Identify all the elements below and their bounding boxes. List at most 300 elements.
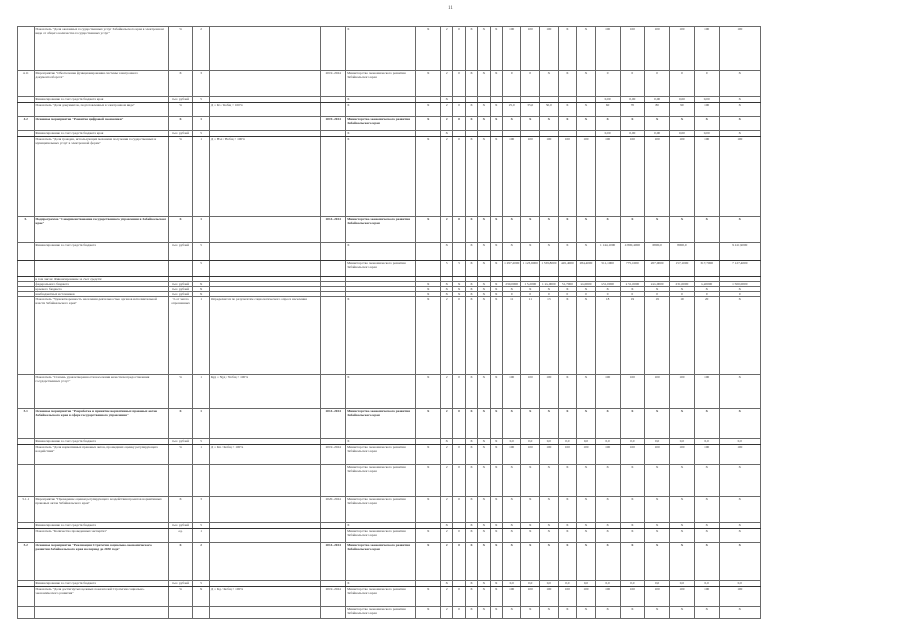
table-cell: X xyxy=(595,117,620,131)
table-cell: x,x0000 xyxy=(694,282,719,287)
table-row xyxy=(18,465,761,497)
table-cell: 8000,0 xyxy=(670,243,695,261)
table-cell: 1 xyxy=(193,409,210,439)
table-cell: X xyxy=(540,217,559,243)
table-cell: X xyxy=(465,137,477,217)
table-cell: X xyxy=(490,445,502,465)
table-cell: X xyxy=(595,543,620,581)
table-cell: X xyxy=(416,71,441,97)
table-cell: X xyxy=(465,243,477,261)
table-cell: 100 xyxy=(620,587,645,607)
table-cell: 4.2 xyxy=(18,117,35,131)
table-cell: X xyxy=(465,497,477,523)
table-cell xyxy=(209,243,320,261)
table-cell: X xyxy=(502,529,521,543)
table-cell: X xyxy=(577,243,596,261)
table-cell: X xyxy=(453,287,465,292)
table-cell: 100 xyxy=(620,137,645,217)
table-cell: X xyxy=(595,607,620,619)
table-cell: X xyxy=(453,282,465,287)
table-cell: X xyxy=(465,292,477,297)
table-cell: 0 xyxy=(502,292,521,297)
table-cell: X xyxy=(540,497,559,523)
table-cell: X xyxy=(577,409,596,439)
table-cell: 100 xyxy=(645,137,670,217)
table-cell: X xyxy=(694,543,719,581)
table-cell: 157,1000 xyxy=(670,261,695,277)
table-cell: Показатель "Доля оказанных государственных услуг Забайкальского края в электронном виде от общего количества государственных услуг" xyxy=(34,27,168,71)
table-cell: X xyxy=(478,292,490,297)
table-cell: Финансирование за счет средств бюджета края xyxy=(34,131,168,137)
table-cell: 0 xyxy=(670,71,695,97)
table-cell: 5 xyxy=(193,581,210,587)
table-cell: 100 xyxy=(521,27,540,71)
table-cell: 100 xyxy=(577,587,596,607)
table-cell: 11 xyxy=(521,297,540,375)
table-cell: X xyxy=(540,523,559,529)
table-cell xyxy=(416,243,441,261)
table-cell: X xyxy=(502,117,521,131)
table-cell xyxy=(193,103,210,117)
table-cell: X xyxy=(490,581,502,587)
table-cell: Министерство экономического развития Забайкальского края xyxy=(346,117,416,131)
table-cell: 0 xyxy=(521,71,540,97)
table-cell: X xyxy=(346,137,416,217)
table-cell: 1 144,1000 xyxy=(595,243,620,261)
table-cell: 230,0000 xyxy=(502,282,521,287)
table-cell: X xyxy=(478,523,490,529)
table-cell: Министерство экономического развития Забайкальского края xyxy=(346,587,416,607)
table-cell xyxy=(209,217,320,243)
table-cell: Показатель "Удовлетворенность населения деятельностью органов исполнительной власти Забайкальского края" xyxy=(34,297,168,375)
table-cell xyxy=(321,297,346,375)
table-row xyxy=(18,529,761,543)
table-cell: % xyxy=(168,375,193,409)
table-cell: X xyxy=(478,409,490,439)
table-cell: 100 xyxy=(694,103,719,117)
table-cell: 0 xyxy=(645,71,670,97)
table-cell: % xyxy=(168,103,193,117)
table-cell: X xyxy=(620,543,645,581)
table-cell: 5.1 xyxy=(18,409,35,439)
table-cell: X xyxy=(595,217,620,243)
table-cell: X xyxy=(478,282,490,287)
table-cell xyxy=(18,103,35,117)
table-cell: 2 xyxy=(441,497,453,523)
table-cell: 0 xyxy=(453,297,465,375)
table-cell: 0,0 xyxy=(540,581,559,587)
table-cell: 2019–2024 xyxy=(321,587,346,607)
table-cell: 1 297,2000 xyxy=(502,261,521,277)
table-cell: X xyxy=(346,297,416,375)
table-cell: 2 xyxy=(441,71,453,97)
table-cell: X xyxy=(694,497,719,523)
table-cell: Д = Кп / Кобщ × 100% xyxy=(209,445,320,465)
table-cell: 100 xyxy=(502,375,521,409)
table-cell: 0,0 xyxy=(620,439,645,445)
table-cell: 100 xyxy=(620,375,645,409)
table-cell: X xyxy=(558,529,577,543)
table-cell: 100 xyxy=(502,137,521,217)
table-cell xyxy=(34,607,168,619)
table-cell: Министерство экономического развития Забайкальского края xyxy=(346,445,416,465)
table-cell: 1 xyxy=(193,137,210,217)
table-cell: 0 xyxy=(453,103,465,117)
table-cell: 2 xyxy=(193,543,210,581)
table-cell: Мероприятие "Проведение оценки регулирующего воздействия проектов нормативных правовых актов Забайкальского края" xyxy=(34,497,168,523)
table-cell: X xyxy=(502,465,521,497)
table-cell xyxy=(321,103,346,117)
table-cell: ед. xyxy=(168,529,193,543)
table-cell: X xyxy=(441,282,453,287)
table-cell: 2 xyxy=(441,297,453,375)
table-cell: X xyxy=(168,217,193,243)
table-cell: X xyxy=(670,529,695,543)
table-cell: 4 800,4000 xyxy=(620,243,645,261)
table-cell: 25,0 xyxy=(502,103,521,117)
table-cell: X xyxy=(719,523,760,529)
table-cell: X xyxy=(465,523,477,529)
program-table xyxy=(17,26,761,619)
table-cell: 100 xyxy=(670,445,695,465)
table-cell: 0 xyxy=(453,607,465,619)
table-cell: 19 xyxy=(620,297,645,375)
table-cell xyxy=(209,529,320,543)
table-cell: 0 xyxy=(595,71,620,97)
table-cell: X xyxy=(346,131,416,137)
table-cell: 0,0 xyxy=(670,581,695,587)
table-cell: X xyxy=(416,217,441,243)
table-cell: 19 xyxy=(645,297,670,375)
table-cell: X xyxy=(694,523,719,529)
table-cell: X xyxy=(465,117,477,131)
table-cell: X xyxy=(465,27,477,71)
table-cell: 100 xyxy=(540,137,559,217)
table-cell: X xyxy=(502,607,521,619)
table-cell: X xyxy=(540,409,559,439)
table-cell: X xyxy=(577,543,596,581)
table-cell: 1 339,8000 xyxy=(540,261,559,277)
table-cell: xx,0000 xyxy=(577,282,596,287)
table-cell: X xyxy=(478,71,490,97)
table-cell: 100 xyxy=(719,137,760,217)
table-cell: 100 xyxy=(670,375,695,409)
table-cell: X xyxy=(694,217,719,243)
table-cell: X xyxy=(521,529,540,543)
table-cell: 5 xyxy=(193,523,210,529)
table-cell: 0,00 xyxy=(645,97,670,103)
table-cell: 0 xyxy=(453,137,465,217)
table-cell: X xyxy=(645,497,670,523)
table-cell: 2 xyxy=(441,103,453,117)
table-cell: 2014–2024 xyxy=(321,543,346,581)
table-cell: X xyxy=(416,445,441,465)
table-cell: X xyxy=(416,292,441,297)
table-cell: % xyxy=(168,137,193,217)
table-cell xyxy=(321,375,346,409)
table-cell: X xyxy=(490,103,502,117)
table-cell: X xyxy=(558,287,577,292)
table-cell: в том числе: Финансирование за счет средств: xyxy=(34,277,168,282)
table-cell: X xyxy=(465,375,477,409)
table-cell: 0 xyxy=(595,292,620,297)
table-cell: 100 xyxy=(719,27,760,71)
table-cell: 0,0 xyxy=(595,581,620,587)
table-cell: X xyxy=(441,292,453,297)
table-cell: X xyxy=(670,217,695,243)
table-cell: 2 xyxy=(441,117,453,131)
table-cell: 1 500,0000 xyxy=(719,282,760,287)
table-cell xyxy=(209,71,320,97)
table-cell: X xyxy=(490,71,502,97)
table-cell: 0,0 xyxy=(577,581,596,587)
table-cell: Министерство экономического развития Забайкальского края xyxy=(346,465,416,497)
table-cell: 100 xyxy=(694,375,719,409)
table-cell: X xyxy=(416,587,441,607)
table-cell: X xyxy=(490,375,502,409)
table-cell: X xyxy=(490,439,502,445)
table-cell xyxy=(168,607,193,619)
table-cell: X xyxy=(346,375,416,409)
table-cell xyxy=(321,465,346,497)
table-cell: X xyxy=(416,137,441,217)
table-cell: X xyxy=(465,529,477,543)
table-cell: xxx,0000 xyxy=(645,282,670,287)
table-cell: X xyxy=(558,117,577,131)
table-cell: Министерство экономического развития Забайкальского края xyxy=(346,261,416,277)
table-cell: 2 xyxy=(441,543,453,581)
table-cell: 100 xyxy=(521,375,540,409)
table-cell: X xyxy=(465,261,477,277)
table-cell: краевого бюджета xyxy=(34,287,168,292)
table-cell: X xyxy=(416,607,441,619)
table-cell: X xyxy=(719,131,760,137)
table-cell: X xyxy=(416,409,441,439)
table-cell: X xyxy=(478,137,490,217)
table-row xyxy=(18,445,761,465)
table-cell: 2 xyxy=(441,465,453,497)
table-cell: X xyxy=(416,297,441,375)
table-cell: X xyxy=(478,607,490,619)
table-cell: X xyxy=(502,287,521,292)
table-cell xyxy=(209,465,320,497)
table-cell: X xyxy=(502,523,521,529)
table-cell: X xyxy=(193,292,210,297)
table-cell: 0,0 xyxy=(620,581,645,587)
table-cell: X xyxy=(558,523,577,529)
table-cell: тыс. рублей xyxy=(168,243,193,261)
table-cell: X xyxy=(416,543,441,581)
table-cell: 0,0 xyxy=(577,439,596,445)
table-cell: 0,0 xyxy=(719,439,760,445)
table-cell: % xyxy=(168,587,193,607)
table-cell: X xyxy=(719,529,760,543)
table-cell: X xyxy=(168,409,193,439)
table-cell: Подпрограмма "Совершенствование государственного управления в Забайкальском крае" xyxy=(34,217,168,243)
table-cell: 0,00 xyxy=(694,97,719,103)
table-cell: тыс. рублей xyxy=(168,97,193,103)
table-cell xyxy=(193,465,210,497)
table-cell: X xyxy=(416,497,441,523)
table-cell xyxy=(209,409,320,439)
table-cell: X xyxy=(719,117,760,131)
table-cell: 5 xyxy=(193,439,210,445)
table-cell: 3 xyxy=(193,497,210,523)
table-cell: X xyxy=(465,445,477,465)
table-cell: Министерство экономического развития Забайкальского края xyxy=(346,497,416,523)
table-cell: 0,0 xyxy=(595,439,620,445)
table-cell xyxy=(694,243,719,261)
table-cell: 1 xx,0000 xyxy=(540,282,559,287)
table-cell: X xyxy=(620,529,645,543)
table-cell xyxy=(18,375,35,409)
table-cell: X xyxy=(193,287,210,292)
table-cell: X xyxy=(694,409,719,439)
table-cell: X xyxy=(645,287,670,292)
table-cell: 90 xyxy=(670,103,695,117)
table-cell: 100 xyxy=(645,375,670,409)
table-cell: Министерство экономического развития Забайкальского края xyxy=(346,409,416,439)
table-cell xyxy=(321,261,346,277)
table-cell xyxy=(18,27,35,71)
table-cell xyxy=(18,297,35,375)
table-cell: 0 xyxy=(694,71,719,97)
table-cell: X xyxy=(694,607,719,619)
table-cell: X xyxy=(453,292,465,297)
table-cell: X xyxy=(670,497,695,523)
table-cell: X xyxy=(577,103,596,117)
table-cell: 2019–2024 xyxy=(321,117,346,131)
table-cell: X xyxy=(558,297,577,375)
table-cell xyxy=(34,261,168,277)
table-cell: Показатель "Количество проведенных экспертиз" xyxy=(34,529,168,543)
table-cell: X xyxy=(490,137,502,217)
table-cell: Министерство экономического развития Забайкальского края xyxy=(346,529,416,543)
table-cell: X xyxy=(620,287,645,292)
table-cell: X xyxy=(416,529,441,543)
table-cell: X xyxy=(441,287,453,292)
table-cell: X xyxy=(558,103,577,117)
table-cell: 100 xyxy=(719,445,760,465)
table-cell: 0,00 xyxy=(694,131,719,137)
table-cell: X xyxy=(558,71,577,97)
table-cell: Показатель "Доля граждан, использующих механизм получения государственных и муниципальных услуг в электронной форме" xyxy=(34,137,168,217)
table-cell: Основное мероприятие "Реализация Стратегии социально-экономического развития Забайкальского края на период до 2030 года" xyxy=(34,543,168,581)
table-cell: 0 xyxy=(620,292,645,297)
table-cell: тыс. рублей xyxy=(168,287,193,292)
table-cell: 445,4000 xyxy=(558,261,577,277)
table-cell: X xyxy=(441,439,453,445)
table-cell: X xyxy=(478,103,490,117)
table-cell: X xyxy=(490,282,502,287)
table-cell: X xyxy=(577,529,596,543)
table-cell: X xyxy=(502,409,521,439)
table-cell: тыс. рублей xyxy=(168,131,193,137)
table-cell: 0,0 xyxy=(558,581,577,587)
table-cell: 100 xyxy=(595,445,620,465)
table-cell: 100 xyxy=(670,587,695,607)
table-cell: 0 xyxy=(453,543,465,581)
table-cell xyxy=(18,587,35,607)
table-cell: X xyxy=(694,529,719,543)
table-cell: 0,00 xyxy=(595,131,620,137)
table-cell: 2 xyxy=(441,137,453,217)
table-cell: X xyxy=(346,97,416,103)
table-cell: X xyxy=(540,287,559,292)
table-cell: X xyxy=(719,287,760,292)
table-cell: федерального бюджета xyxy=(34,282,168,287)
table-cell: 5 xyxy=(193,131,210,137)
table-cell: X xyxy=(478,587,490,607)
table-cell: X xyxy=(645,217,670,243)
table-cell: X xyxy=(478,297,490,375)
table-cell: X xyxy=(490,243,502,261)
table-cell: X xyxy=(620,409,645,439)
table-cell: X xyxy=(521,523,540,529)
table-cell: Д = Кэ / Кобщ × 100% xyxy=(209,103,320,117)
table-cell: X xyxy=(490,523,502,529)
table-cell: 0,0 xyxy=(502,439,521,445)
table-cell: 0,00 xyxy=(670,131,695,137)
table-cell: 100 xyxy=(540,375,559,409)
table-cell: X xyxy=(540,243,559,261)
table-cell: X xyxy=(719,375,760,409)
table-cell: 0 xyxy=(670,292,695,297)
table-cell: 0 xyxy=(453,217,465,243)
table-cell: X xyxy=(540,543,559,581)
table-cell: X xyxy=(465,409,477,439)
table-cell xyxy=(34,465,168,497)
table-cell xyxy=(209,497,320,523)
table-cell: Показатель "Доля достигнутых целевых показателей Стратегии социально-экономического развития" xyxy=(34,587,168,607)
table-cell: X xyxy=(577,375,596,409)
table-cell: X xyxy=(694,465,719,497)
table-cell: X xyxy=(502,543,521,581)
table-cell: 100 xyxy=(502,445,521,465)
table-row xyxy=(18,71,761,97)
table-cell: X xyxy=(670,465,695,497)
table-cell: Определяется по результатам социологического опроса населения xyxy=(209,297,320,375)
table-row xyxy=(18,103,761,117)
table-cell xyxy=(18,529,35,543)
table-cell xyxy=(193,607,210,619)
table-cell: X xyxy=(620,497,645,523)
table-cell: 2 xyxy=(441,587,453,607)
table-cell xyxy=(18,465,35,497)
table-cell: 0 xyxy=(453,465,465,497)
table-row xyxy=(18,497,761,523)
table-cell: X xyxy=(521,409,540,439)
table-cell: 100 xyxy=(694,587,719,607)
table-row xyxy=(18,587,761,607)
table-cell: тыс. рублей xyxy=(168,523,193,529)
table-cell: X xyxy=(168,71,193,97)
table-cell: Финансирование за счет средств бюджета xyxy=(34,439,168,445)
table-cell: 1 xyxy=(193,297,210,375)
table-cell: X xyxy=(478,439,490,445)
table-cell: 207,0000 xyxy=(645,261,670,277)
table-cell: X xyxy=(540,607,559,619)
table-cell: 0 xyxy=(453,587,465,607)
table-cell: X xyxy=(577,465,596,497)
table-cell: x 51,0000 xyxy=(620,282,645,287)
table-cell: 100 xyxy=(595,375,620,409)
table-cell: X xyxy=(540,529,559,543)
table-cell: X xyxy=(577,607,596,619)
table-cell: X xyxy=(465,581,477,587)
table-cell: 0,0 xyxy=(645,581,670,587)
table-cell: 0,0 xyxy=(719,581,760,587)
